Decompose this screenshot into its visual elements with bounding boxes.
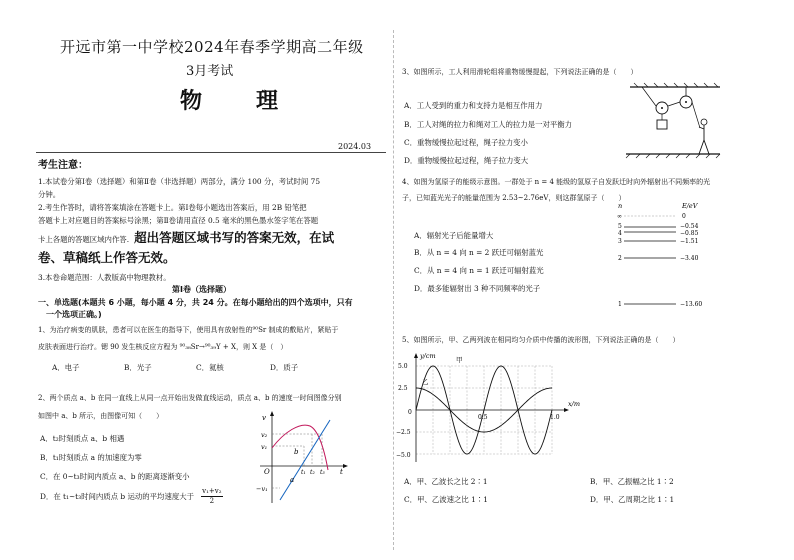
q3-ground-hatch	[626, 154, 720, 158]
q3-pulley-diagram	[622, 82, 724, 160]
q4-n-header: n	[618, 202, 623, 210]
q4-level-1-e: −13.60	[680, 301, 703, 308]
q5-ytick-neg-5: −5.0	[396, 452, 411, 459]
q4-level-4-e: −0.85	[680, 230, 699, 237]
q4-level-3-e: −1.51	[680, 238, 699, 245]
q5-y-arrow-icon	[414, 353, 418, 358]
notice-line-2a: 2.考生作答时，请将答案填涂在答题卡上。第Ⅰ卷每小题选出答案后，用 2B 铅笔把	[38, 203, 307, 212]
q4-option-c: C．从 n = 4 向 n = 1 跃迁可辐射蓝光	[414, 266, 544, 275]
notice-line-2b: 答题卡上对应题目的答案标号涂黑；第Ⅱ卷请用直径 0.5 毫米的黑色墨水签字笔在答题	[38, 216, 319, 225]
q2-label-origin: O	[264, 468, 270, 476]
q1-option-c: C．氦核	[196, 363, 224, 372]
q1-line-2: 皮肤表面进行治疗。锶 90 发生核反应方程为 ⁹⁰₃₈Sr→⁹⁰₃₉Y + X，则 X 是（ ）	[38, 343, 288, 351]
q2-option-c: C．在 0~t₃时间内质点 a、b 的距离逐渐变小	[40, 472, 190, 481]
q5-ytick-5: 5.0	[398, 363, 408, 370]
q5-x-arrow-icon	[564, 408, 569, 412]
q3-fixed-pulley-axle	[685, 101, 687, 103]
q4-level-5-n: 5	[618, 223, 622, 230]
q2-label-a: a	[290, 476, 295, 484]
q5-option-b: B．甲、乙振幅之比 1∶2	[590, 477, 674, 486]
q2-fraction-num: v₁+v₂	[202, 487, 222, 495]
q5-ylabel: y/cm	[420, 352, 436, 360]
q5-option-d: D．甲、乙周期之比 1∶1	[590, 495, 675, 504]
subject-title: 物 理	[180, 89, 295, 114]
q1-line-1: 1、为治疗病变的肌肤，患者可以在医生的指导下，使用具有放射性的⁹⁰Sr 制成的敷贴片，紧贴于	[38, 326, 339, 334]
q1-option-a: A．电子	[52, 363, 80, 372]
q2-curve-a	[272, 425, 328, 470]
q3-weight	[657, 120, 667, 129]
q2-label-t: t	[340, 468, 343, 476]
q2-label-t3: t₃	[320, 469, 325, 476]
q4-level-2-e: −3.40	[680, 255, 699, 262]
q3-movable-pulley-axle	[661, 107, 663, 109]
q2-fraction-den: 2	[209, 497, 215, 505]
exam-month: 3月考试	[186, 64, 234, 79]
q2-label-b: b	[294, 448, 299, 456]
notice-title: 考生注意：	[38, 160, 88, 171]
notice-line-2c-bold: 超出答题区域书写的答案无效，在试	[134, 230, 335, 245]
q5-wave-graph	[396, 350, 586, 466]
q2-vt-graph	[250, 408, 350, 506]
q5-option-c: C．甲、乙波速之比 1∶1	[404, 495, 488, 504]
notice-line-3: 3.本卷命题范围：人教版高中物理教材。	[38, 273, 171, 282]
notice-line-2c-row	[38, 227, 334, 247]
q4-option-d: D．最多能辐射出 3 种不同频率的光子	[414, 284, 541, 293]
q4-level-3-n: 3	[618, 238, 622, 245]
q5-xtick-1-0: 1.0	[550, 414, 560, 421]
q2-option-a: A．t₂时刻质点 a、b 相遇	[40, 434, 125, 443]
q5-label-jia: 甲	[456, 356, 463, 364]
q2-line-2: 如图中 a、b 所示，由图像可知（ ）	[38, 412, 164, 420]
exam-date: 2024.03	[338, 142, 372, 151]
q5-label-yi: 乙	[422, 378, 429, 386]
q2-option-b: B．t₁时刻质点 a 的加速度为零	[40, 453, 142, 462]
q4-level-inf-n: ∞	[617, 213, 622, 220]
q1-option-b: B．光子	[124, 363, 152, 372]
q3-worker-leg-right	[704, 140, 709, 154]
notice-line-2c: 卡上各题的答题区域内作答.	[38, 235, 130, 244]
q4-energy-level-diagram	[612, 200, 720, 312]
q4-level-5-e: −0.54	[680, 223, 699, 230]
part1-title: 第Ⅰ卷（选择题）	[172, 285, 231, 294]
q3-rope-to-worker	[692, 102, 700, 128]
q3-rope-left	[642, 87, 656, 106]
q2-label-neg-v1: −v₁	[256, 485, 268, 493]
q4-level-2-n: 2	[618, 255, 622, 262]
q2-label-v1: v₁	[261, 443, 268, 451]
q2-label-t2: t₂	[310, 469, 315, 476]
q5-line-1: 5、如图所示，甲、乙两列波在相同均匀介质中传播的波形图，下列说法正确的是（ ）	[402, 336, 680, 344]
q4-level-inf-e: 0	[682, 213, 686, 220]
notice-line-1a: 1.本试卷分第Ⅰ卷（选择题）和第Ⅱ卷（非选择题）两部分，满分 100 分，考试时间 75	[38, 177, 321, 186]
q5-ytick-neg-2-5: −2.5	[396, 429, 411, 436]
q3-option-c: C．重物缓慢拉起过程，绳子拉力变小	[404, 138, 528, 147]
q3-worker-leg-left	[699, 140, 704, 154]
q3-line-1: 3、如图所示，工人利用滑轮组将重物缓慢提起，下列说法正确的是（ ）	[402, 68, 638, 76]
q3-option-b: B．工人对绳的拉力和绳对工人的拉力是一对平衡力	[404, 120, 573, 129]
notice-line-1b: 分钟。	[38, 190, 61, 199]
q4-option-b: B．从 n = 4 向 n = 2 跃迁可辐射蓝光	[414, 248, 544, 257]
school-title: 开远市第一中学校2024年春季学期高二年级	[60, 38, 364, 56]
q2-t-arrow-icon	[343, 464, 348, 468]
q5-ytick-2-5: 2.5	[398, 385, 408, 392]
q3-worker-head	[701, 119, 707, 125]
column-divider	[393, 30, 394, 550]
header-rule	[36, 152, 386, 153]
section1-line-b: 一个选项正确。)	[46, 310, 102, 319]
q1-option-d: D．质子	[270, 363, 299, 372]
q4-line-2: 子，已知蓝光光子的能量范围为 2.53~2.76eV，则这群氢原子（ ）	[402, 194, 626, 202]
q3-rope-mid	[668, 102, 680, 106]
q2-option-d-row	[40, 486, 223, 506]
q2-v-arrow-icon	[270, 411, 274, 416]
q4-level-1-n: 1	[618, 301, 622, 308]
q3-option-a: A．工人受到的重力和支持力是相互作用力	[404, 101, 543, 110]
q4-level-4-n: 4	[618, 230, 622, 237]
q5-ytick-0: 0	[408, 409, 412, 416]
q5-option-a: A．甲、乙波长之比 2∶1	[404, 477, 488, 486]
q5-xtick-0-5: 0.5	[478, 414, 488, 421]
q4-option-a: A．辐射光子后能量增大	[414, 231, 494, 240]
q4-e-header: E/eV	[682, 202, 698, 210]
q2-label-v2: v₂	[261, 431, 268, 439]
q3-option-d: D．重物缓慢拉起过程，绳子拉力变大	[404, 156, 529, 165]
q2-label-v: v	[262, 414, 266, 422]
notice-line-2d-bold: 卷、草稿纸上作答无效。	[38, 250, 176, 265]
q2-label-t1: t₁	[301, 469, 306, 476]
q4-line-1: 4、如图为氢原子的能级示意图。一群处于 n = 4 能级的氢原子自发跃迁时向外辐射出不同频率的光	[402, 178, 711, 186]
q2-line-1: 2、两个质点 a、b 在同一直线上从同一点开始出发做直线运动，质点 a、b 的速度一时间图像分别	[38, 394, 342, 402]
section1-line-a: 一、单选题(本题共 6 小题，每小题 4 分，共 24 分。在每小题给出的四个选项中，只有	[38, 298, 353, 307]
q2-fraction	[201, 487, 222, 506]
q5-xlabel: x/m	[568, 400, 581, 408]
q2-option-d: D．在 t₁~t₃时间内质点 b 运动的平均速度大于	[40, 492, 195, 501]
